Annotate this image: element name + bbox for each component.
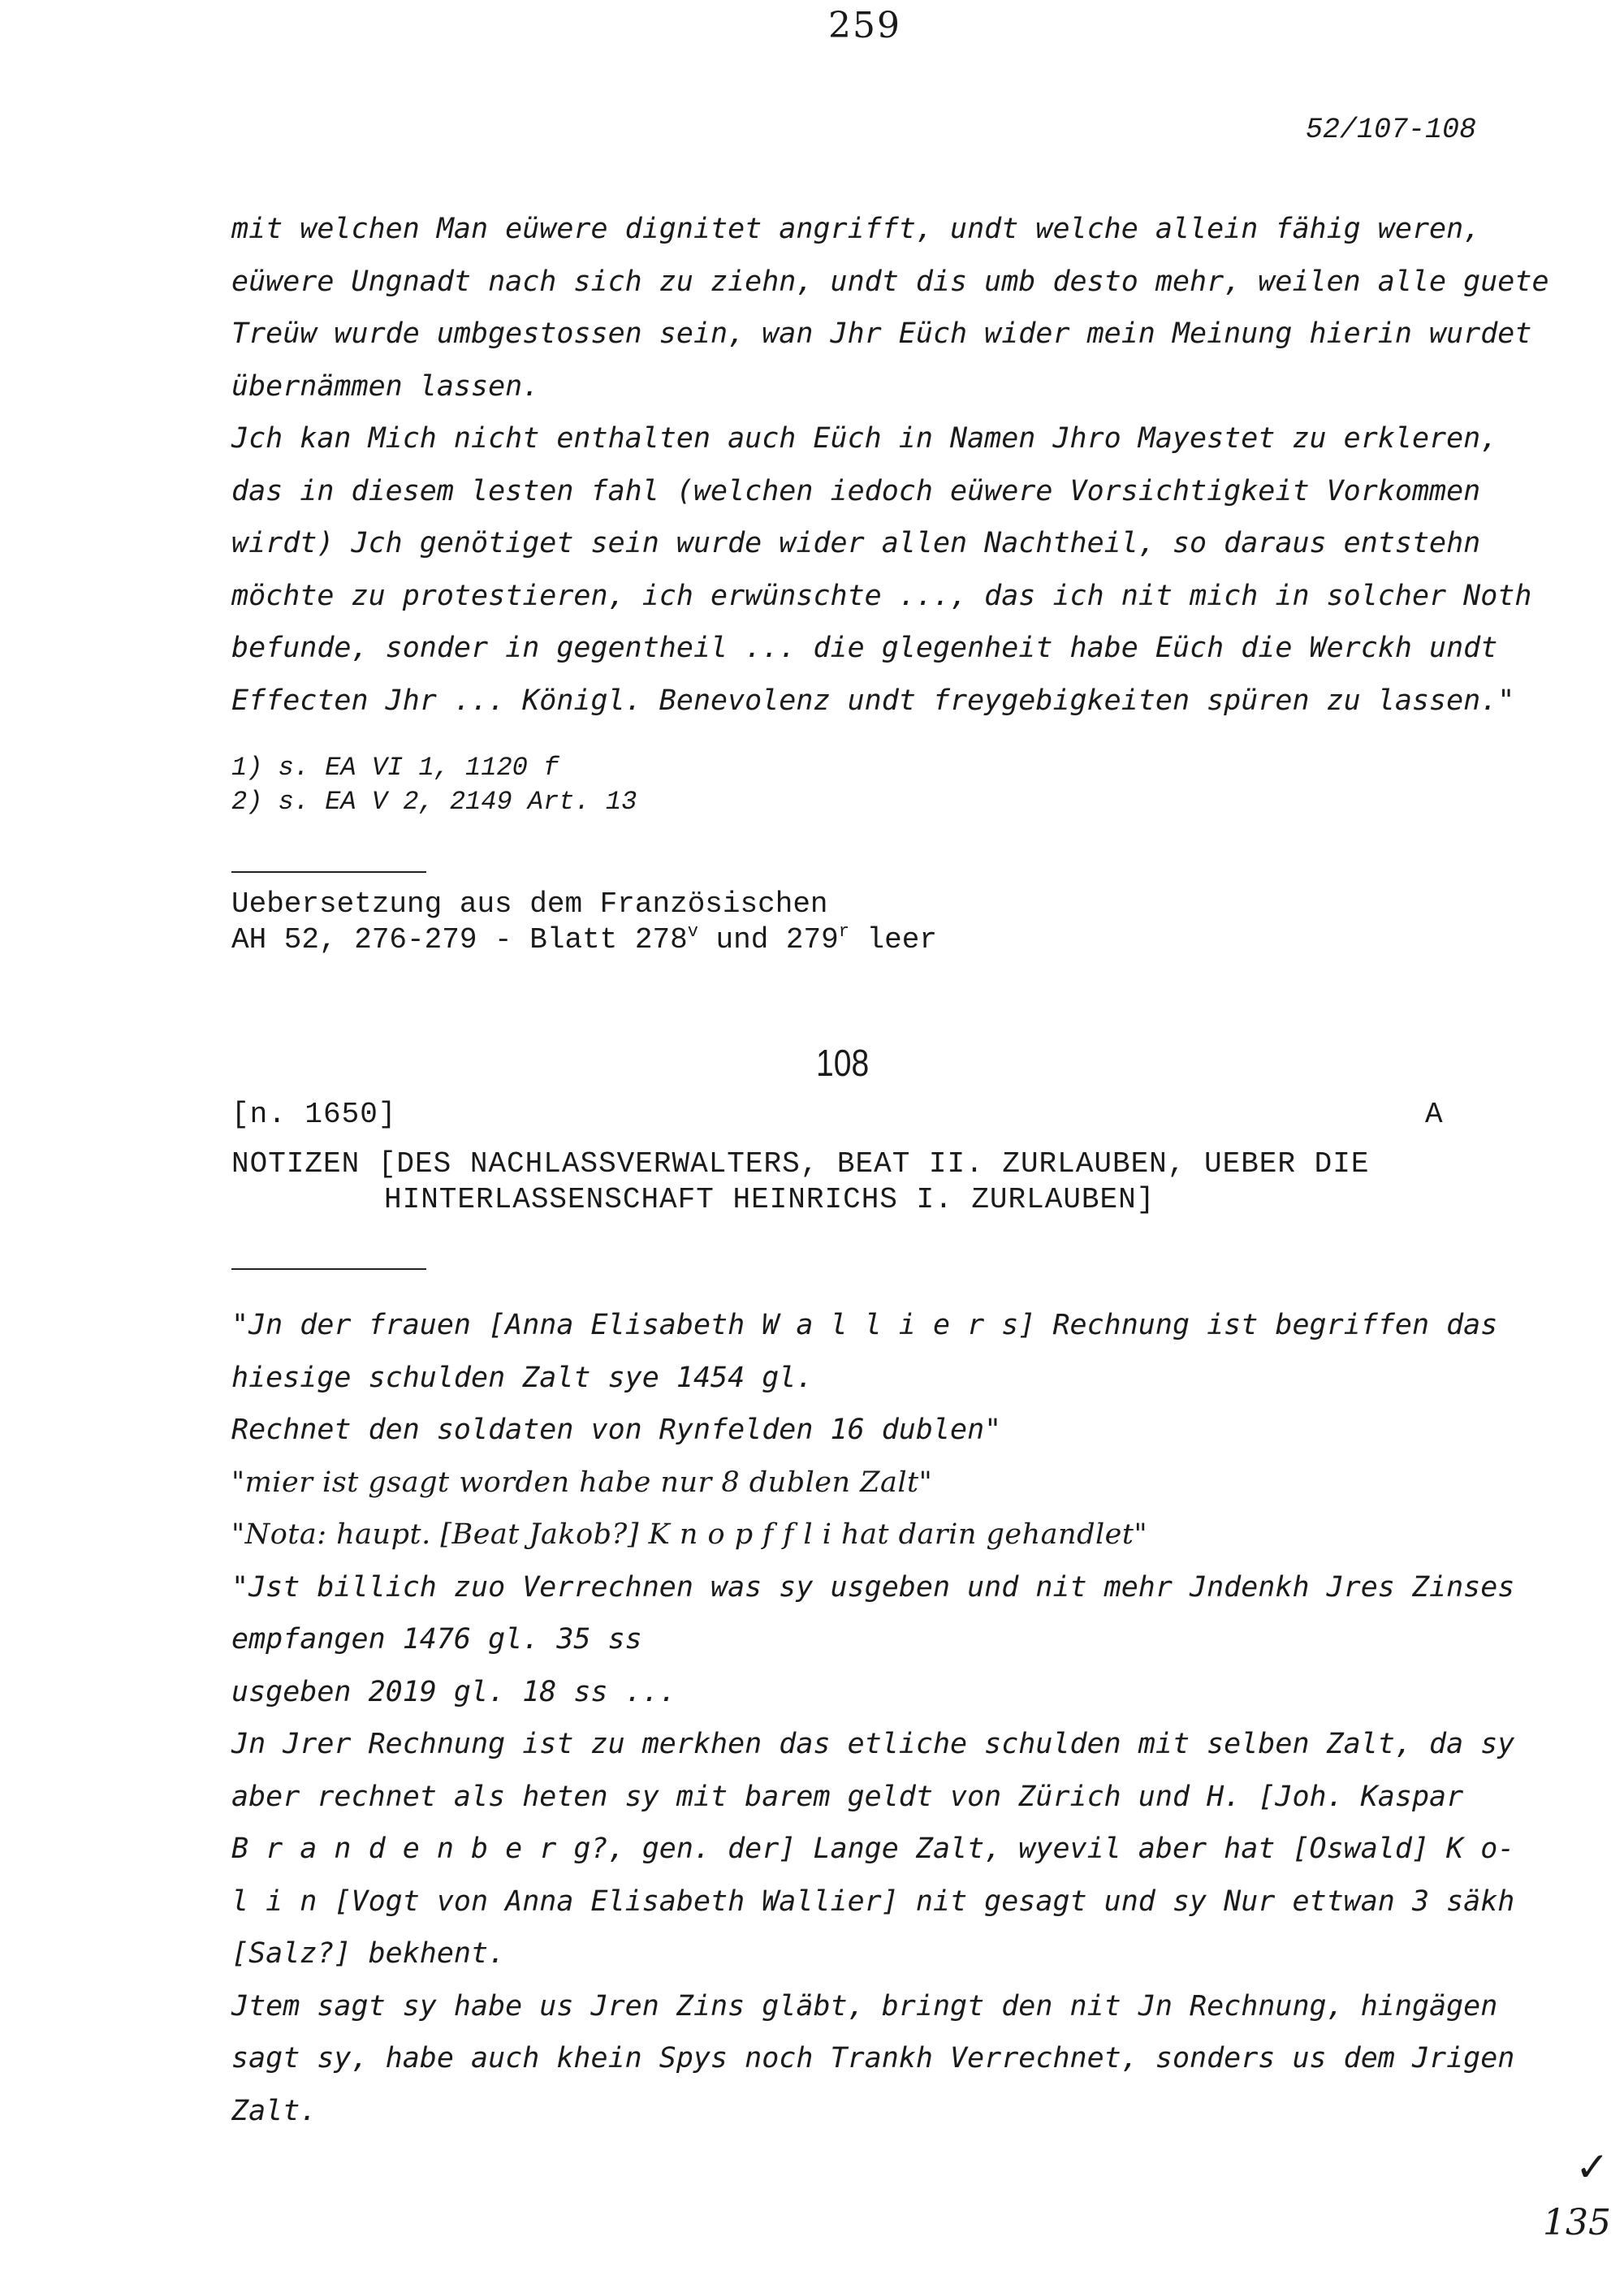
source-text: AH 52, 276-279 - Blatt 278 bbox=[231, 923, 688, 956]
separator-rule bbox=[231, 1268, 426, 1270]
source-text: und 279 bbox=[698, 923, 839, 956]
source-line-2 bbox=[231, 922, 937, 958]
document-number: 108 bbox=[816, 1042, 870, 1084]
title-line-2: HINTERLASSENSCHAFT HEINRICHS I. ZURLAUBEN] bbox=[384, 1183, 1155, 1216]
text-line: sagt sy, habe auch khein Spys noch Trankh Verrechnet, sonders us dem Jrigen bbox=[231, 2042, 1515, 2075]
text-line: befunde, sonder in gegentheil ... die glegenheit habe Eüch die Werckh undt bbox=[231, 632, 1498, 664]
text-line: hiesige schulden Zalt sye 1454 gl. bbox=[231, 1361, 814, 1394]
source-text: leer bbox=[849, 923, 937, 956]
text-line: Treüw wurde umbgestossen sein, wan Jhr Eüch wider mein Meinung hierin wurdet bbox=[231, 317, 1532, 350]
text-line: eüwere Ungnadt nach sich zu ziehn, undt dis umb desto mehr, weilen alle guete bbox=[231, 265, 1549, 298]
text-line: usgeben 2019 gl. 18 ss ... bbox=[231, 1675, 676, 1708]
text-line: l i n [Vogt von Anna Elisabeth Wallier] nit gesagt und sy Nur ettwan 3 säkh bbox=[231, 1885, 1515, 1918]
title-line-1: NOTIZEN [DES NACHLASSVERWALTERS, BEAT II. ZURLAUBEN, UEBER DIE bbox=[231, 1147, 1370, 1181]
source-note bbox=[231, 887, 937, 958]
text-line: "Nota: haupt. [Beat Jakob?] K n o p f f l i hat darin gehandlet" bbox=[231, 1518, 1148, 1551]
text-line: "Jst billich zuo Verrechnen was sy usgeben und nit mehr Jndenkh Jres Zinses bbox=[231, 1570, 1515, 1604]
text-line: möchte zu protestieren, ich erwünschte ..., das ich nit mich in solcher Noth bbox=[231, 579, 1532, 612]
footnote: 1) s. EA VI 1, 1120 f bbox=[231, 753, 559, 783]
document-reference: 52/107-108 bbox=[1306, 114, 1477, 146]
source-line-1: Uebersetzung aus dem Französischen bbox=[231, 887, 828, 921]
superscript: v bbox=[687, 922, 698, 942]
text-line: B r a n d e n b e r g?, gen. der] Lange Zalt, wyevil aber hat [Oswald] K o- bbox=[231, 1833, 1515, 1865]
text-line: Rechnet den soldaten von Rynfelden 16 dublen" bbox=[231, 1414, 1002, 1446]
text-line: übernämmen lassen. bbox=[231, 369, 540, 403]
document-date: [n. 1650] bbox=[231, 1098, 397, 1131]
text-line: Effecten Jhr ... Königl. Benevolenz undt freygebigkeiten spüren zu lassen." bbox=[231, 684, 1515, 717]
text-line: aber rechnet als heten sy mit barem geldt von Zürich und H. [Joh. Kaspar bbox=[231, 1780, 1464, 1813]
document-letter: A bbox=[1425, 1098, 1443, 1131]
footnotes bbox=[231, 751, 637, 819]
text-line: Jn Jrer Rechnung ist zu merkhen das etliche schulden mit selben Zalt, da sy bbox=[231, 1728, 1515, 1760]
separator-rule bbox=[231, 871, 426, 873]
text-line: das in diesem lesten fahl (welchen iedoch eüwere Vorsichtigkeit Vorkommen bbox=[231, 474, 1481, 507]
footnote: 2) s. EA V 2, 2149 Art. 13 bbox=[231, 787, 637, 817]
text-line: Jch kan Mich nicht enthalten auch Eüch in Namen Jhro Mayestet zu erkleren, bbox=[231, 422, 1498, 455]
text-line: [Salz?] bekhent. bbox=[231, 1937, 506, 1970]
letter-text bbox=[231, 203, 1549, 727]
superscript: r bbox=[838, 922, 849, 942]
text-line: wirdt) Jch genötiget sein wurde wider allen Nachtheil, so daraus entstehn bbox=[231, 527, 1481, 559]
text-line: Zalt. bbox=[231, 2094, 317, 2127]
document-title bbox=[231, 1146, 1369, 1218]
archive-mark: 135 bbox=[1543, 2202, 1611, 2243]
text-line: empfangen 1476 gl. 35 ss bbox=[231, 1623, 642, 1656]
text-line: "mier ist gsagt worden habe nur 8 dublen Zalt" bbox=[231, 1466, 933, 1499]
checkmark-icon: ✓ bbox=[1575, 2144, 1609, 2191]
text-line: Jtem sagt sy habe us Jren Zins gläbt, bringt den nit Jn Rechnung, hingägen bbox=[231, 1989, 1498, 2023]
text-line: "Jn der frauen [Anna Elisabeth W a l l i e r s] Rechnung ist begriffen das bbox=[231, 1309, 1498, 1341]
page-number: 259 bbox=[828, 5, 901, 46]
notes-text bbox=[231, 1299, 1514, 2137]
text-line: mit welchen Man eüwere dignitet angrifft, undt welche allein fähig weren, bbox=[231, 213, 1481, 245]
